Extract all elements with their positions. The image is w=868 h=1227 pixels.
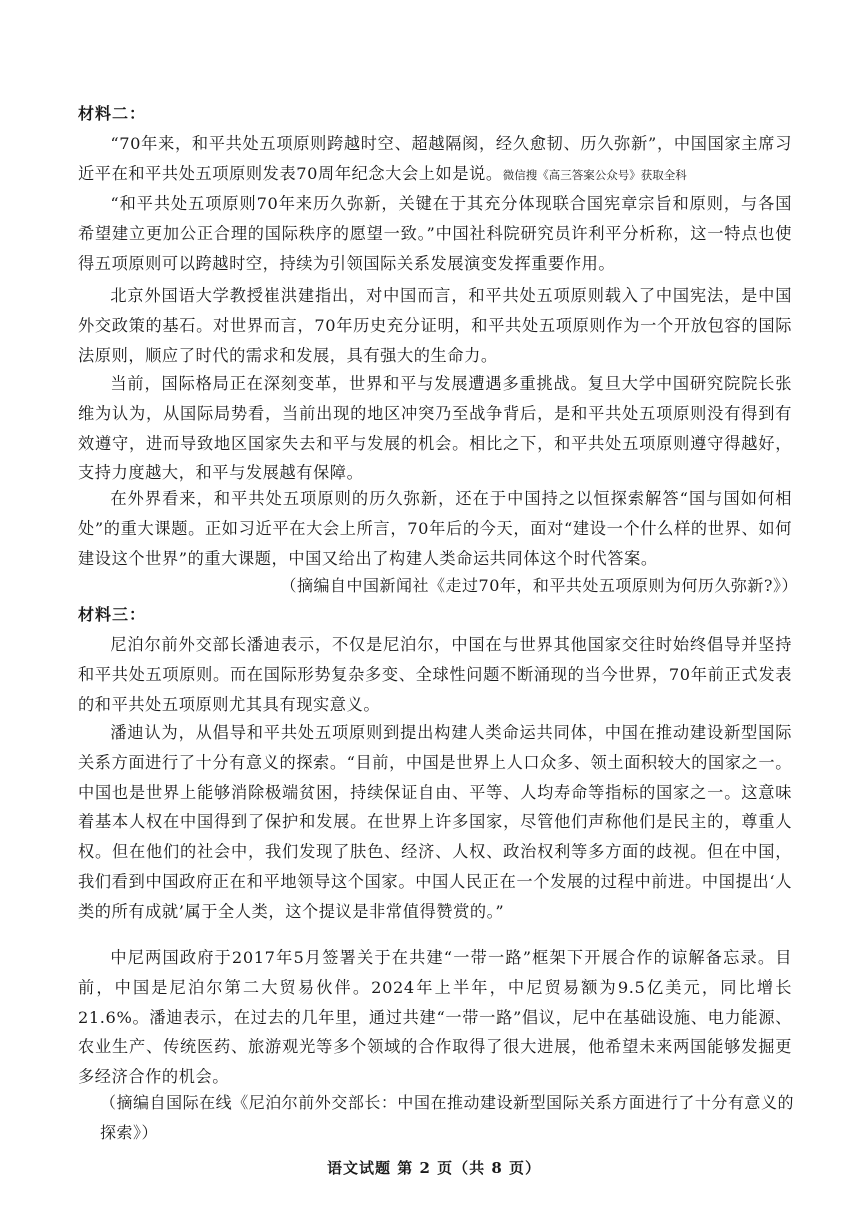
material-two-paragraph-3: 北京外国语大学教授崔洪建指出，对中国而言，和平共处五项原则载入了中国宪法，是中国外交政策的基石。对世界而言，70年历史充分证明，和平共处五项原则作为一个开放包容的国际法原则，顺应了时代的需求和发展，具有强大的生命力。 <box>78 286 792 365</box>
material-three-paragraph-1: 尼泊尔前外交部长潘迪表示，不仅是尼泊尔，中国在与世界其他国家交往时始终倡导并坚持和平共处五项原则。而在国际形势复杂多变、全球性问题不断涌现的当今世界，70年前正式发表的和平共处五项原则尤其具有现实意义。 <box>78 635 792 714</box>
material-two-paragraph-1-text: “70年来，和平共处五项原则跨越时空、超越隔阂，经久愈韧、历久弥新”，中国国家主席习近平在和平共处五项原则发表70周年纪念大会上如是说。 <box>78 134 792 183</box>
material-three-title: 材料三： <box>78 605 147 624</box>
material-three-paragraph-3: 中尼两国政府于2017年5月签署关于在共建“一带一路”框架下开展合作的谅解备忘录。目前，中国是尼泊尔第二大贸易伙伴。2024年上半年，中尼贸易额为9.5亿美元，同比增长21.6%。潘迪表示，在过去的几年里，通过共建“一带一路”倡议，尼中在基础设施、电力能源、农业生产、传统医药、旅游观光等多个领域的合作取得了很大进展，他希望未来两国能够发掘更多经济合作的机会。 <box>78 948 792 1087</box>
material-two-paragraph-2: “和平共处五项原则70年来历久弥新，关键在于其充分体现联合国宪章宗旨和原则，与各国希望建立更加公正合理的国际秩序的愿望一致。”中国社科院研究员许利平分析称，这一特点也使得五项原则可以跨越时空，持续为引领国际关系发展演变发挥重要作用。 <box>78 194 792 273</box>
material-three-source: （摘编自国际在线《尼泊尔前外交部长：中国在推动建设新型国际关系方面进行了十分有意义的探索》） <box>100 1093 794 1142</box>
watermark-note: 微信搜《高三答案公众号》获取全科 <box>502 167 687 182</box>
material-two-source: （摘编自中国新闻社《走过70年，和平共处五项原则为何历久弥新?》） <box>280 576 798 595</box>
material-two-paragraph-4: 当前，国际格局正在深刻变革，世界和平与发展遭遇多重挑战。复旦大学中国研究院院长张维为认为，从国际局势看，当前出现的地区冲突乃至战争背后，是和平共处五项原则没有得到有效遵守，进而导致地区国家失去和平与发展的机会。相比之下，和平共处五项原则遵守得越好，支持力度越大，和平与发展越有保障。 <box>78 374 792 483</box>
material-two-paragraph-1 <box>78 129 792 191</box>
material-two-title: 材料二： <box>78 104 147 123</box>
page-footer: 语文试题 第 2 页（共 8 页） <box>327 1159 541 1177</box>
material-three-paragraph-2: 潘迪认为，从倡导和平共处五项原则到提出构建人类命运共同体，中国在推动建设新型国际关系方面进行了十分有意义的探索。“目前，中国是世界上人口众多、领土面积较大的国家之一。中国也是世界上能够消除极端贫困，持续保证自由、平等、人均寿命等指标的国家之一。这意味着基本人权在中国得到了保护和发展。在世界上许多国家，尽管他们声称他们是民主的，尊重人权。但在他们的社会中，我们发现了肤色、经济、人权、政治权利等多方面的歧视。但在中国，我们看到中国政府正在和平地领导这个国家。中国人民正在一个发展的过程中前进。中国提出‘人类的所有成就’属于全人类，这个提议是非常值得赞赏的。” <box>78 723 792 921</box>
material-two-paragraph-5: 在外界看来，和平共处五项原则的历久弥新，还在于中国持之以恒探索解答“国与国如何相处”的重大课题。正如习近平在大会上所言，70年后的今天，面对“建设一个什么样的世界、如何建设这个世界”的重大课题，中国又给出了构建人类命运共同体这个时代答案。 <box>78 489 792 568</box>
